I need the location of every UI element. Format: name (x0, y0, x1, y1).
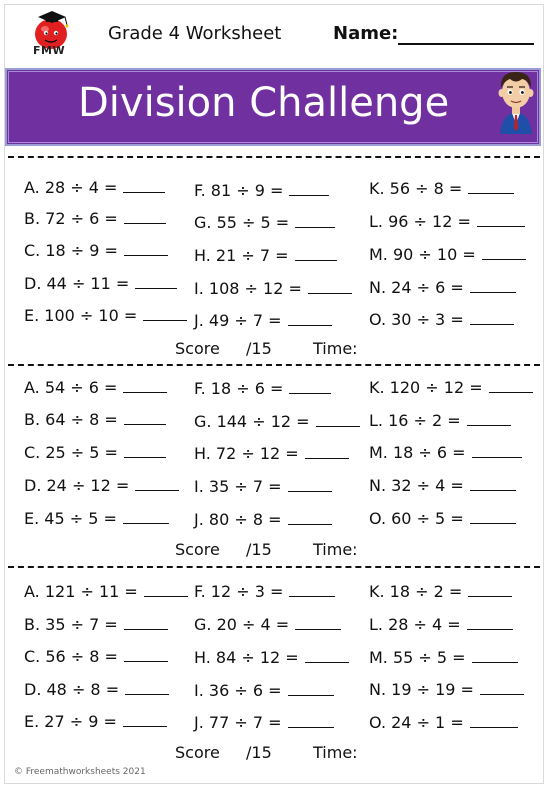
problem-item: D. 24 ÷ 12 = (24, 476, 179, 495)
problem-item: J. 77 ÷ 7 = (194, 713, 334, 732)
problem-item: D. 48 ÷ 8 = (24, 680, 169, 699)
score-total: /15 (246, 743, 272, 762)
problem-item: G. 55 ÷ 5 = (194, 213, 335, 232)
answer-blank[interactable] (123, 522, 169, 524)
time-label: Time: (313, 743, 358, 762)
boy-mascot-icon (488, 62, 544, 140)
problem-item: J. 80 ÷ 8 = (194, 510, 332, 529)
answer-blank[interactable] (295, 628, 341, 630)
score-label: Score (175, 743, 220, 762)
problem-item: N. 19 ÷ 19 = (369, 680, 524, 699)
answer-blank[interactable] (470, 323, 514, 325)
problem-item: I. 36 ÷ 6 = (194, 681, 334, 700)
answer-blank[interactable] (470, 291, 516, 293)
problem-item: C. 18 ÷ 9 = (24, 241, 168, 260)
answer-blank[interactable] (124, 254, 168, 256)
problem-item: J. 49 ÷ 7 = (194, 311, 332, 330)
problem-item: F. 81 ÷ 9 = (194, 181, 329, 200)
answer-blank[interactable] (295, 259, 337, 261)
answer-blank[interactable] (468, 192, 514, 194)
answer-blank[interactable] (135, 287, 177, 289)
answer-blank[interactable] (477, 225, 525, 227)
answer-blank[interactable] (124, 628, 168, 630)
answer-blank[interactable] (467, 628, 513, 630)
problem-item: M. 18 ÷ 6 = (369, 443, 522, 462)
score-label: Score (175, 339, 220, 358)
answer-blank[interactable] (288, 694, 334, 696)
answer-blank[interactable] (144, 595, 188, 597)
answer-blank[interactable] (470, 489, 516, 491)
copyright-footer: © Freemathworksheets 2021 (14, 767, 146, 777)
problem-item: I. 108 ÷ 12 = (194, 279, 352, 298)
problem-item: G. 20 ÷ 4 = (194, 615, 341, 634)
problem-item: H. 72 ÷ 12 = (194, 444, 349, 463)
problem-item: D. 44 ÷ 11 = (24, 274, 177, 293)
answer-blank[interactable] (123, 191, 165, 193)
answer-blank[interactable] (472, 456, 522, 458)
answer-blank[interactable] (135, 489, 179, 491)
answer-blank[interactable] (125, 693, 169, 695)
problem-item: F. 18 ÷ 6 = (194, 379, 331, 398)
section-divider (8, 156, 540, 158)
answer-blank[interactable] (489, 391, 533, 393)
answer-blank[interactable] (288, 324, 332, 326)
problem-item: L. 16 ÷ 2 = (369, 411, 511, 430)
problem-item: H. 84 ÷ 12 = (194, 648, 349, 667)
worksheet-grade: Grade 4 Worksheet (108, 23, 282, 44)
problem-item: N. 24 ÷ 6 = (369, 278, 516, 297)
worksheet-title: Division Challenge (78, 80, 450, 126)
time-label: Time: (313, 339, 358, 358)
answer-blank[interactable] (467, 424, 511, 426)
problem-item: B. 72 ÷ 6 = (24, 209, 166, 228)
problem-item: L. 96 ÷ 12 = (369, 212, 525, 231)
score-total: /15 (246, 339, 272, 358)
problem-item: M. 55 ÷ 5 = (369, 648, 518, 667)
problem-item: I. 35 ÷ 7 = (194, 477, 332, 496)
answer-blank[interactable] (305, 457, 349, 459)
problem-item: B. 35 ÷ 7 = (24, 615, 168, 634)
section-divider (8, 364, 540, 366)
answer-blank[interactable] (123, 725, 167, 727)
problem-item: F. 12 ÷ 3 = (194, 582, 335, 601)
time-label: Time: (313, 540, 358, 559)
answer-blank[interactable] (123, 391, 167, 393)
answer-blank[interactable] (472, 661, 518, 663)
answer-blank[interactable] (316, 425, 360, 427)
answer-blank[interactable] (482, 258, 526, 260)
answer-blank[interactable] (124, 660, 168, 662)
problem-item: E. 27 ÷ 9 = (24, 712, 167, 731)
problem-item: A. 121 ÷ 11 = (24, 582, 188, 601)
problem-item: E. 45 ÷ 5 = (24, 509, 169, 528)
problem-item: A. 28 ÷ 4 = (24, 178, 165, 197)
answer-blank[interactable] (124, 423, 166, 425)
answer-blank[interactable] (468, 595, 512, 597)
answer-blank[interactable] (143, 319, 187, 321)
problem-item: C. 56 ÷ 8 = (24, 647, 168, 666)
answer-blank[interactable] (288, 523, 332, 525)
problem-item: N. 32 ÷ 4 = (369, 476, 516, 495)
answer-blank[interactable] (124, 222, 166, 224)
answer-blank[interactable] (289, 194, 329, 196)
logo-text: FMW (33, 44, 66, 57)
problem-item: L. 28 ÷ 4 = (369, 615, 513, 634)
answer-blank[interactable] (124, 456, 166, 458)
answer-blank[interactable] (288, 726, 334, 728)
answer-blank[interactable] (480, 693, 524, 695)
problem-item: M. 90 ÷ 10 = (369, 245, 526, 264)
problem-item: C. 25 ÷ 5 = (24, 443, 166, 462)
answer-blank[interactable] (470, 726, 518, 728)
problem-item: E. 100 ÷ 10 = (24, 306, 187, 325)
answer-blank[interactable] (288, 490, 332, 492)
answer-blank[interactable] (289, 392, 331, 394)
name-label: Name: (333, 23, 399, 44)
answer-blank[interactable] (305, 661, 349, 663)
name-blank-line[interactable] (398, 43, 534, 45)
problem-item: K. 120 ÷ 12 = (369, 378, 533, 397)
answer-blank[interactable] (295, 226, 335, 228)
problem-item: G. 144 ÷ 12 = (194, 412, 360, 431)
answer-blank[interactable] (289, 595, 335, 597)
problem-item: K. 18 ÷ 2 = (369, 582, 512, 601)
problem-item: H. 21 ÷ 7 = (194, 246, 337, 265)
score-total: /15 (246, 540, 272, 559)
answer-blank[interactable] (308, 292, 352, 294)
problem-item: O. 24 ÷ 1 = (369, 713, 518, 732)
problem-item: A. 54 ÷ 6 = (24, 378, 167, 397)
answer-blank[interactable] (470, 522, 516, 524)
score-label: Score (175, 540, 220, 559)
problem-item: O. 60 ÷ 5 = (369, 509, 516, 528)
problem-item: K. 56 ÷ 8 = (369, 179, 514, 198)
problem-item: B. 64 ÷ 8 = (24, 410, 166, 429)
problem-item: O. 30 ÷ 3 = (369, 310, 514, 329)
section-divider (8, 566, 540, 568)
